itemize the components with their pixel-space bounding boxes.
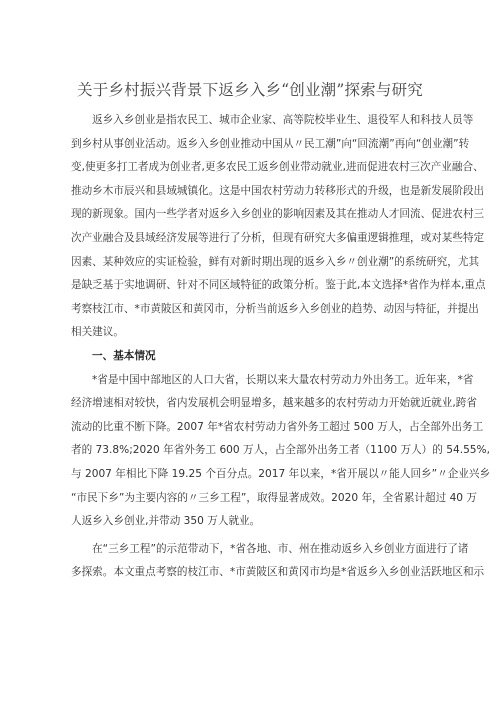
paragraph-1-line: 返乡入乡创业是指农民工、城市企业家、高等院校毕业生、退役军人和科技人员等 — [92, 114, 474, 126]
paragraph-1-line: 是缺乏基于实地调研、针对不同区域特征的政策分析。鉴于此,本文选择*省作为样本,重点 — [71, 279, 486, 292]
paragraph-2-line: *省是中国中部地区的人口大省，长期以来大量农村劳动力外出务工。近年来，*省 — [92, 373, 474, 386]
paragraph-1-line: 变,使更多打工者成为创业者,更多农民工返乡创业带动就业,进而促进农村三次产业融合、 — [71, 161, 484, 174]
paragraph-3-line: 在“三乡工程”的示范带动下，*省各地、市、州在推动返乡入乡创业方面进行了诸 — [92, 542, 469, 555]
paragraph-1-line: 推动乡木市辰兴和县域城镇化。这是中国农村劳动力转移形式的升级，也是新发展阶段出 — [71, 184, 485, 197]
paragraph-1-line: 现的新现象。国内一些学者对返乡入乡创业的影响因素及其在推动人才回流、促进农村三 — [71, 208, 485, 221]
section-heading: 一、基本情况 — [92, 349, 156, 362]
paragraph-2-line: 经济增速相对较快，省内发展机会明显增多，越来越多的农村劳动力开始就近就业,跨省 — [71, 397, 477, 410]
paragraph-3-line: 多探索。本文重点考察的枝江市、*市黄陂区和黄冈市均是*省返乡入乡创业活跃地区和示 — [71, 566, 485, 579]
document-title: 关于乡村振兴背景下返乡入乡“创业潮”探索与研究 — [77, 81, 423, 99]
paragraph-1-line: 到乡村从事创业活动。返乡入乡创业推动中国从〃民工潮”向“回流潮”再向“创业潮”转 — [71, 137, 470, 150]
paragraph-2-line: “市民下乡”为主要内容的〃三乡工程”，取得显著成效。2020 年，全省累计超过 40 万 — [71, 491, 478, 504]
paragraph-2-line: 人返乡入乡创业,并带动 350 万人就业。 — [71, 515, 261, 528]
document-body — [71, 109, 491, 585]
paragraph-2-line: 者的 73.8%;2020 年省外务工 600 万人，占全部外出务工者（1100 万人）的 54.55%, — [71, 444, 490, 457]
paragraph-1-line: 考察枝江市、*市黄陂区和黄冈市，分析当前返乡入乡创业的趋势、动因与特征，并提出 — [71, 302, 479, 315]
paragraph-2-line: 与 2007 年相比下降 19.25 个百分点。2017 年以来，*省开展以〃能人回乡”〃企业兴乡 — [71, 467, 491, 480]
paragraph-1-line: 因素、某种效应的实证检验，鲜有对新时期出现的返乡入乡〃创业潮”的系统研究，尤其 — [71, 255, 480, 268]
paragraph-1-line: 相关建议。 — [71, 326, 124, 339]
paragraph-2-line: 流动的比重不断下降。2007 年*省农村劳动力省外务工超过 500 万人，占全部外出务工 — [71, 420, 484, 433]
paragraph-1-line: 次产业融合及县域经济发展等进行了分析，但现有研究大多偏重逻辑推理，或对某些特定 — [71, 231, 485, 244]
